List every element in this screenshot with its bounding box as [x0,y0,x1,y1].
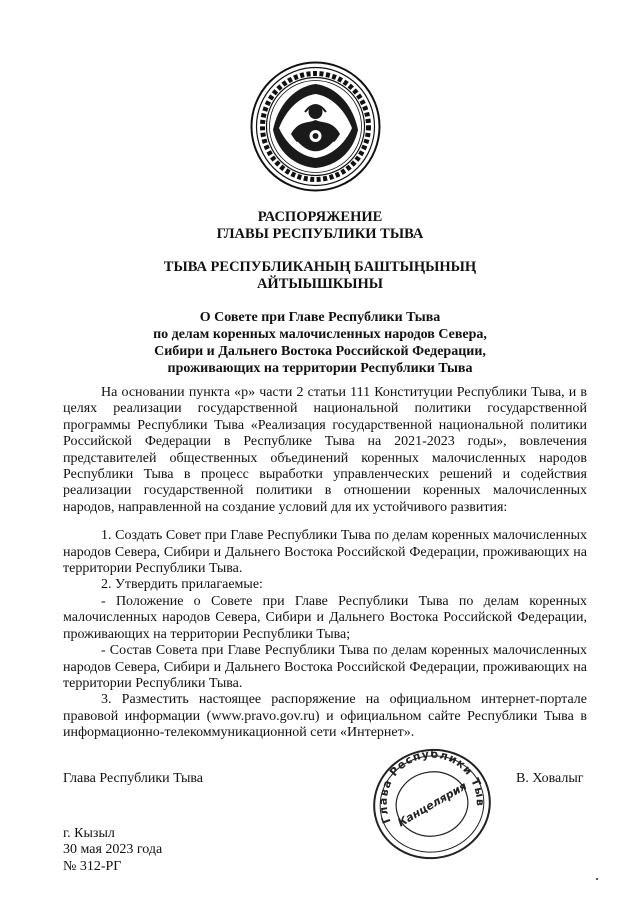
emblem-icon [249,60,382,193]
title-line-2: ГЛАВЫ РЕСПУБЛИКИ ТЫВА [216,226,424,242]
signatory-position: Глава Республики Тыва [63,771,204,786]
item-paragraph: - Состав Совета при Главе Республики Тыва по делам коренных малочисленных народов Севера, Сибири и Дальнего Востока Российской Федерации, проживающих на территории Республики Тыва. [63,643,587,691]
signatory-name: В. Ховалыг [516,771,584,786]
document-body [63,385,587,742]
official-stamp-icon [367,744,497,864]
page-mark [596,878,598,880]
title-line-1: РАСПОРЯЖЕНИЕ [257,209,383,225]
document-number: № 312-РГ [63,858,122,874]
title-tuvan-line-1: ТЫВА РЕСПУБЛИКАНЫҢ БАШТЫҢЫНЫҢ [163,259,477,275]
document-footer [63,826,162,875]
issue-date: 30 мая 2023 года [63,842,163,858]
svg-text:Канцелярия: Канцелярия [395,779,470,830]
item-paragraph: 2. Утвердить прилагаемые: [101,577,263,593]
preamble-paragraph: На основании пункта «р» части 2 статьи 111 Конституции Республики Тыва, и в целях реализации государственной национальной политики государственной программы Республики Тыва «Реализация государственной национальной политики Российской Федерации в Республике Тыва на 2021-2023 годы», вовлечения представителей общественных объединений коренных малочисленных народов Республики Тыва в процесс выработки управленческих решений и содействия реализации государственной политики в отношении коренных малочисленных народов, направленной на создание условий для их устойчивого развития: [63,385,587,515]
item-paragraph: 1. Создать Совет при Главе Республики Тыва по делам коренных малочисленных народов Севера, Сибири и Дальнего Востока Российской Федерации, проживающих на территории Республики Тыва. [63,528,587,577]
document-subject [0,309,640,377]
subject-line: проживающих на территории Республики Тыва [167,361,473,376]
item-paragraph: 3. Разместить настоящее распоряжение на официальном интернет-портале правовой информации (www.pravo.gov.ru) и официальном сайте Республики Тыва в информационно-телекоммуникационной сети «Интернет». [63,692,587,741]
subject-line: О Совете при Главе Республики Тыва [199,310,441,325]
item-paragraph: - Положение о Совете при Главе Республики Тыва по делам коренных малочисленных народов Севера, Сибири и Дальнего Востока Российской Федерации, проживающих на территории Республики Тыва; [63,593,587,642]
issue-city: г. Кызыл [63,826,115,841]
subject-line: Сибири и Дальнего Востока Российской Федерации, [154,344,486,359]
svg-text:Глава Республики Тыва: Глава Республики Тыва [376,747,487,826]
subject-line: по делам коренных малочисленных народов Севера, [153,327,487,342]
document-title [0,209,640,243]
title-tuvan-line-2: АЙТЫЫШКЫНЫ [256,276,384,292]
document-title-tuvan [0,259,640,293]
